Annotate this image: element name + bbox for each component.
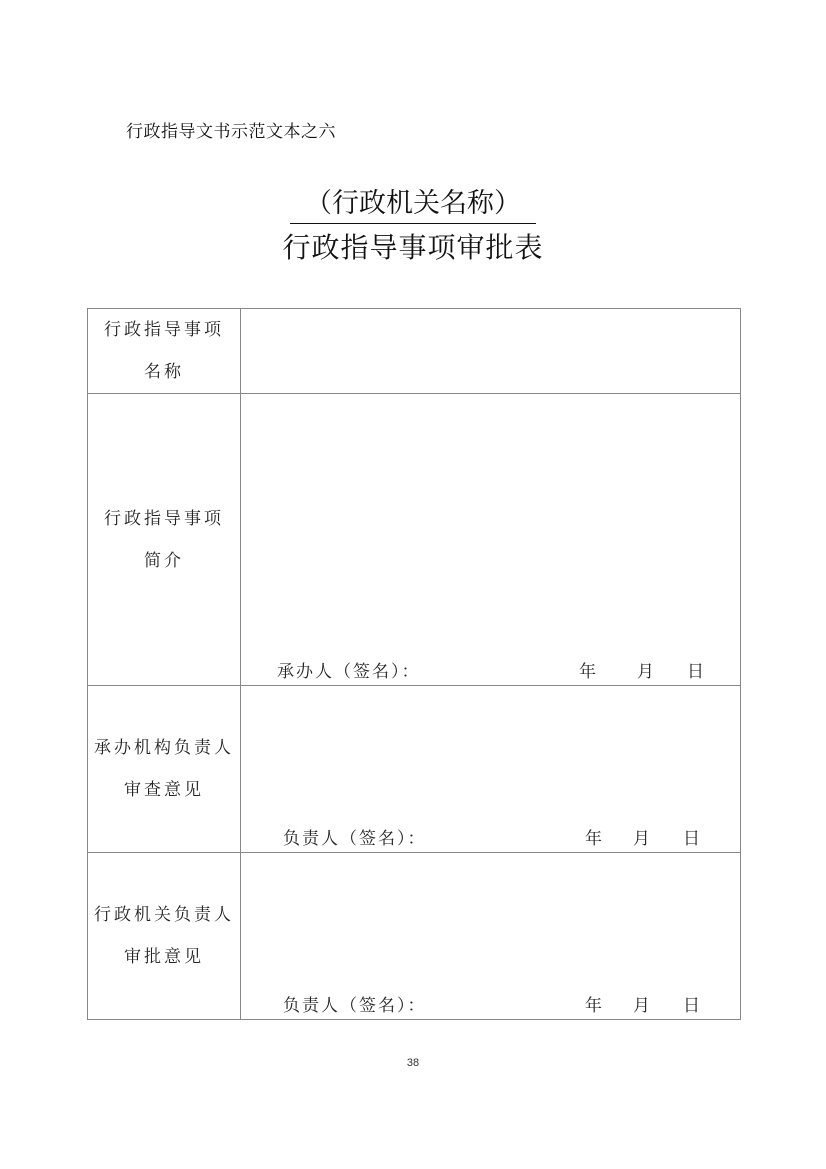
month-label: 月 (633, 996, 650, 1016)
agency-approval-field[interactable] (241, 853, 741, 1020)
form-title: 行政指导事项审批表 (282, 231, 544, 264)
month-label: 月 (633, 829, 650, 849)
year-label: 年 (579, 662, 596, 682)
row-label (88, 394, 241, 686)
signature-line (241, 657, 740, 683)
day-label: 日 (683, 829, 700, 849)
item-name-field[interactable] (241, 309, 741, 394)
page-number: 38 (406, 1057, 420, 1069)
signer-label: 负责人（签名）： (283, 996, 427, 1016)
year-label: 年 (585, 829, 602, 849)
row-label-line: 名称 (144, 362, 184, 382)
form-row-agency-approval (88, 853, 741, 1020)
row-label (88, 853, 241, 1020)
document-template-label: 行政指导文书示范文本之六 (126, 122, 336, 142)
row-label (88, 309, 241, 394)
row-label-line: 承办机构负责人 (94, 738, 234, 758)
form-row-dept-review (88, 686, 741, 853)
month-label: 月 (637, 662, 654, 682)
row-label-line: 审批意见 (124, 947, 204, 967)
signer-label: 承办人（签名）： (277, 662, 421, 682)
row-label (88, 686, 241, 853)
approval-form-table (87, 308, 741, 1020)
dept-review-field[interactable] (241, 686, 741, 853)
signature-line (241, 824, 740, 850)
year-label: 年 (585, 996, 602, 1016)
row-label-line: 简介 (144, 550, 184, 571)
form-row-item-summary (88, 394, 741, 686)
row-label-line: 行政指导事项 (104, 508, 224, 529)
form-row-item-name (88, 309, 741, 394)
row-label-line: 审查意见 (124, 780, 204, 800)
signature-line (241, 991, 740, 1017)
row-label-line: 行政指导事项 (104, 320, 224, 340)
item-summary-field[interactable] (241, 394, 741, 686)
agency-name-heading: （行政机关名称） (290, 185, 536, 224)
signer-label: 负责人（签名）： (283, 829, 427, 849)
day-label: 日 (687, 662, 704, 682)
day-label: 日 (683, 996, 700, 1016)
row-label-line: 行政机关负责人 (94, 905, 234, 925)
